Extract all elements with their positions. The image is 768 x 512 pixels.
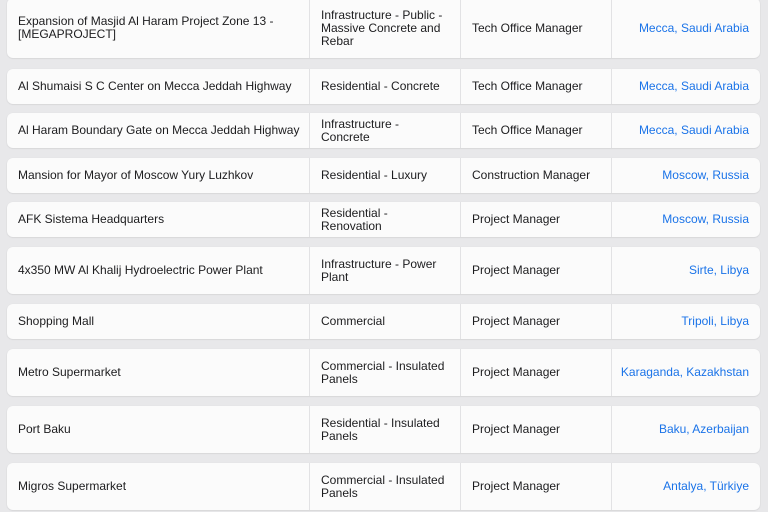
project-row[interactable] [7, 349, 760, 396]
project-type: Commercial - Insulated Panels [309, 463, 460, 510]
project-role: Construction Manager [460, 158, 611, 193]
project-location[interactable]: Mecca, Saudi Arabia [611, 113, 760, 148]
project-location[interactable]: Antalya, Türkiye [611, 463, 760, 510]
project-location[interactable]: Mecca, Saudi Arabia [611, 69, 760, 104]
project-name: Port Baku [18, 422, 71, 436]
project-role: Tech Office Manager [460, 69, 611, 104]
project-row[interactable] [7, 406, 760, 453]
project-role: Project Manager [460, 202, 611, 237]
project-location[interactable]: Sirte, Libya [611, 247, 760, 294]
project-location[interactable]: Tripoli, Libya [611, 304, 760, 339]
project-row[interactable] [7, 158, 760, 193]
project-role: Tech Office Manager [460, 113, 611, 148]
project-role: Project Manager [460, 247, 611, 294]
project-location[interactable]: Mecca, Saudi Arabia [611, 0, 760, 58]
project-name: Al Haram Boundary Gate on Mecca Jeddah Highway [18, 123, 300, 137]
project-role: Project Manager [460, 463, 611, 510]
project-type: Commercial - Insulated Panels [309, 349, 460, 396]
project-role: Tech Office Manager [460, 0, 611, 58]
project-role: Project Manager [460, 349, 611, 396]
project-name: Expansion of Masjid Al Haram Project Zone 13 - [MEGAPROJECT] [18, 14, 274, 41]
project-row[interactable] [7, 0, 760, 58]
project-location[interactable]: Moscow, Russia [611, 158, 760, 193]
project-type: Infrastructure - Power Plant [309, 247, 460, 294]
project-type: Commercial [309, 304, 460, 339]
project-location[interactable]: Moscow, Russia [611, 202, 760, 237]
project-type: Residential - Concrete [309, 69, 460, 104]
project-row[interactable] [7, 304, 760, 339]
project-row[interactable] [7, 69, 760, 104]
project-name: Al Shumaisi S C Center on Mecca Jeddah Highway [18, 79, 292, 93]
project-row[interactable] [7, 247, 760, 294]
project-role: Project Manager [460, 304, 611, 339]
project-name: Shopping Mall [18, 314, 95, 328]
project-type: Infrastructure - Public - Massive Concrete and Rebar [309, 0, 460, 58]
project-row[interactable] [7, 113, 760, 148]
project-name: Metro Supermarket [18, 365, 121, 379]
project-row[interactable] [7, 202, 760, 237]
project-name: Migros Supermarket [18, 479, 127, 493]
project-location[interactable]: Karaganda, Kazakhstan [611, 349, 760, 396]
project-location[interactable]: Baku, Azerbaijan [611, 406, 760, 453]
project-type: Residential - Renovation [309, 202, 460, 237]
project-name: Mansion for Mayor of Moscow Yury Luzhkov [18, 168, 254, 182]
project-name: 4x350 MW Al Khalij Hydroelectric Power Plant [18, 263, 263, 277]
project-row[interactable] [7, 463, 760, 510]
project-type: Infrastructure - Concrete [309, 113, 460, 148]
project-type: Residential - Insulated Panels [309, 406, 460, 453]
project-name: AFK Sistema Headquarters [18, 212, 165, 226]
project-role: Project Manager [460, 406, 611, 453]
project-type: Residential - Luxury [309, 158, 460, 193]
